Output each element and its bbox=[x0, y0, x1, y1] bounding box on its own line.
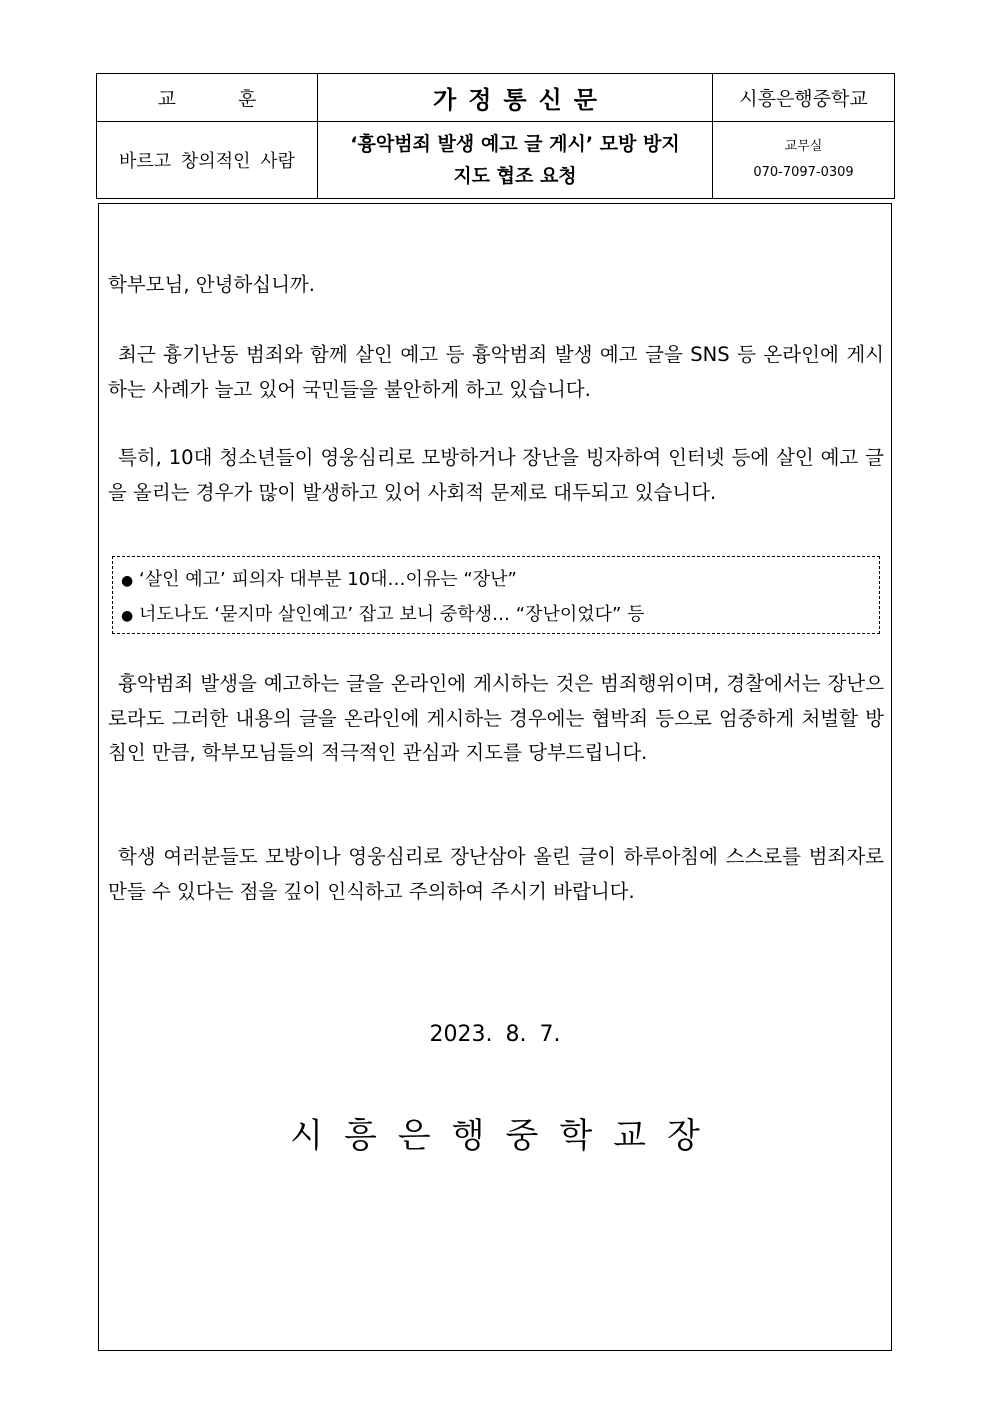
news-item-text: ‘살인 예고’ 피의자 대부분 10대…이유는 “장난” bbox=[139, 569, 517, 590]
subject-line-2: 지도 협조 요청 bbox=[453, 165, 577, 187]
news-item-text: 너도나도 ‘묻지마 살인예고’ 잡고 보니 중학생… “장난이었다” 등 bbox=[139, 604, 645, 625]
document-type: 가정통신문 bbox=[433, 86, 609, 114]
greeting: 학부모님, 안녕하십니까. bbox=[108, 273, 315, 296]
contact-cell bbox=[713, 122, 895, 199]
contact-phone: 070-7097-0309 bbox=[753, 165, 854, 180]
subject-line-1: ‘흉악범죄 발생 예고 글 게시’ 모방 방지 bbox=[350, 133, 680, 155]
motto-cell bbox=[97, 122, 318, 199]
subject-cell bbox=[318, 122, 713, 199]
paragraph-4: 학생 여러분들도 모방이나 영웅심리로 장난삼아 올린 글이 하루아침에 스스로를 범죄자로 만들 수 있다는 점을 깊이 인식하고 주의하여 주시기 바랍니다. bbox=[108, 845, 884, 903]
header-table bbox=[96, 73, 895, 199]
motto-label-cell bbox=[97, 74, 318, 122]
contact-office: 교무실 bbox=[784, 139, 823, 154]
paragraph-3: 흉악범죄 발생을 예고하는 글을 온라인에 게시하는 것은 범죄행위이며, 경찰에서는 장난으로라도 그러한 내용의 글을 온라인에 게시하는 경우에는 협박죄 등으로 엄중하게 처벌할 방침인 만큼, 학부모님들의 적극적인 관심과 지도를 당부드립니다. bbox=[108, 672, 884, 764]
bullet-icon: ● bbox=[121, 608, 134, 624]
news-headlines-box bbox=[112, 556, 880, 634]
school-name: 시흥은행중학교 bbox=[739, 88, 868, 110]
news-item bbox=[121, 563, 879, 598]
principal-signature: 시흥은행중학교장 bbox=[290, 1116, 721, 1156]
paragraph-1: 최근 흉기난동 범죄와 함께 살인 예고 등 흉악범죄 발생 예고 글을 SNS 등 온라인에 게시하는 사례가 늘고 있어 국민들을 불안하게 하고 있습니다. bbox=[108, 343, 884, 401]
news-item bbox=[121, 598, 879, 633]
motto-label: 교 훈 bbox=[157, 88, 285, 110]
issue-date: 2023. 8. 7. bbox=[429, 1022, 561, 1047]
school-motto: 바르고 창의적인 사람 bbox=[119, 151, 295, 172]
bullet-icon: ● bbox=[121, 573, 134, 589]
paragraph-2: 특히, 10대 청소년들이 영웅심리로 모방하거나 장난을 빙자하여 인터넷 등에 살인 예고 글을 올리는 경우가 많이 발생하고 있어 사회적 문제로 대두되고 있습니다. bbox=[108, 446, 884, 504]
document-type-cell bbox=[318, 74, 713, 122]
school-name-cell bbox=[713, 74, 895, 122]
